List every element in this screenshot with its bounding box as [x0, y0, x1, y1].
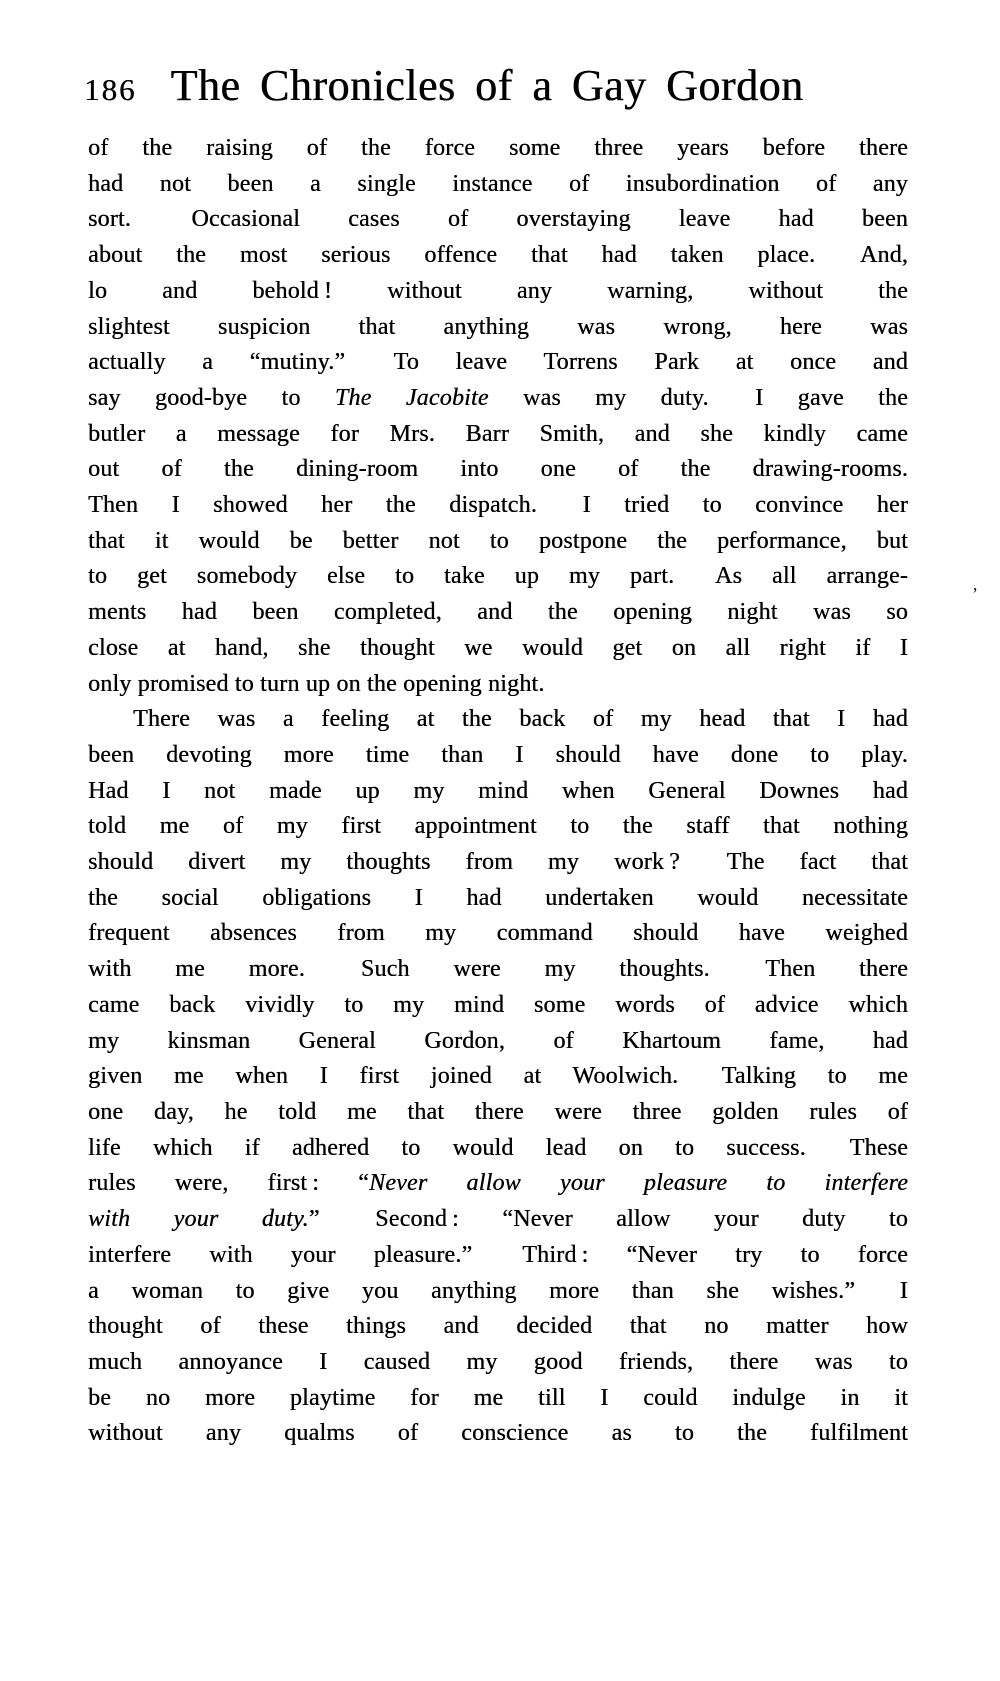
- text-line: [88, 452, 908, 488]
- text-segment: out of the dining-room into one of the drawing-rooms.: [88, 456, 908, 483]
- text-line: [88, 595, 908, 631]
- ink-speck: ’: [972, 584, 978, 604]
- text-segment: butler a message for Mrs. Barr Smith, and she kindly came: [88, 420, 908, 447]
- text-line: [88, 559, 908, 595]
- italic-text: The Jacobite: [334, 384, 489, 411]
- text-segment: without any qualms of conscience as to the fulfilment: [88, 1420, 908, 1447]
- text-segment: came back vividly to my mind some words of advice which: [88, 991, 908, 1018]
- text-segment: had not been a single instance of insubordination of any: [88, 170, 908, 197]
- text-line: [88, 1309, 908, 1345]
- text-line: [88, 1345, 908, 1381]
- text-segment: be no more playtime for me till I could indulge in it: [88, 1384, 908, 1411]
- text-line: [88, 1238, 908, 1274]
- text-line: [88, 1059, 908, 1095]
- text-segment: close at hand, she thought we would get on all right if I: [88, 634, 908, 661]
- text-line: [88, 417, 908, 453]
- text-line: [88, 881, 908, 917]
- text-line: [88, 310, 908, 346]
- text-segment: say good-bye to: [88, 384, 335, 411]
- page-header: [84, 60, 910, 111]
- text-segment: one day, he told me that there were three golden rules of: [88, 1098, 908, 1125]
- text-line: [88, 131, 908, 167]
- text-line: [88, 988, 908, 1024]
- text-segment: actually a “mutiny.” To leave Torrens Park at once and: [88, 349, 908, 376]
- text-line: [88, 202, 908, 238]
- text-line: [88, 631, 908, 667]
- text-line: [88, 952, 908, 988]
- text-segment: with me more. Such were my thoughts. Then there: [88, 956, 908, 983]
- text-segment: been devoting more time than I should have done to play.: [88, 741, 908, 768]
- text-line: [88, 738, 908, 774]
- text-segment: a woman to give you anything more than she wishes.” I: [88, 1277, 908, 1304]
- text-line: [88, 1095, 908, 1131]
- text-line: [88, 809, 908, 845]
- text-segment: of the raising of the force some three years before there: [88, 135, 908, 161]
- text-line: [88, 774, 908, 810]
- text-segment: should divert my thoughts from my work ? The fact that: [88, 849, 908, 876]
- text-line: [88, 845, 908, 881]
- text-line: [88, 1416, 908, 1452]
- text-line: [88, 1381, 908, 1417]
- text-line: [88, 667, 908, 703]
- text-line: [88, 702, 908, 738]
- text-line: [88, 1024, 908, 1060]
- text-segment: frequent absences from my command should have weighed: [88, 920, 908, 947]
- running-title: The Chronicles of a Gay Gordon: [170, 61, 804, 110]
- text-segment: the social obligations I had undertaken would necessitate: [88, 884, 908, 911]
- text-segment: ” Second : “Never allow your duty to: [308, 1206, 908, 1233]
- text-segment: sort. Occasional cases of overstaying leave had been: [88, 206, 908, 233]
- text-segment: There was a feeling at the back of my head that I had: [133, 706, 908, 733]
- page-number: 186: [84, 72, 137, 107]
- text-segment: much annoyance I caused my good friends, there was to: [88, 1348, 908, 1375]
- text-segment: told me of my first appointment to the staff that nothing: [88, 813, 908, 840]
- text-segment: was my duty. I gave the: [488, 384, 908, 411]
- text-segment: interfere with your pleasure.” Third : “Never try to force: [88, 1241, 908, 1268]
- text-segment: ments had been completed, and the opening night was so: [88, 599, 908, 626]
- italic-text: with your duty.: [88, 1206, 309, 1233]
- text-line: [88, 916, 908, 952]
- text-segment: Then I showed her the dispatch. I tried to convince her: [88, 492, 908, 519]
- text-segment: rules were, first : “: [88, 1170, 370, 1197]
- text-segment: Had I not made up my mind when General Downes had: [88, 777, 908, 804]
- text-segment: slightest suspicion that anything was wrong, here was: [88, 313, 908, 340]
- text-segment: life which if adhered to would lead on to success. These: [88, 1134, 908, 1161]
- text-line: [88, 1131, 908, 1167]
- text-line: [88, 345, 908, 381]
- text-segment: lo and behold ! without any warning, without the: [88, 277, 908, 304]
- text-line: [88, 274, 908, 310]
- paragraph: [88, 131, 908, 702]
- paragraph: [88, 702, 908, 1452]
- text-line: [88, 488, 908, 524]
- text-line: [88, 1166, 908, 1202]
- text-segment: given me when I first joined at Woolwich. Talking to me: [88, 1063, 908, 1090]
- text-segment: about the most serious offence that had taken place. And,: [88, 242, 908, 269]
- text-segment: my kinsman General Gordon, of Khartoum fame, had: [88, 1027, 908, 1054]
- text-segment: to get somebody else to take up my part. As all arrange-: [88, 563, 908, 590]
- text-line: [88, 238, 908, 274]
- italic-text: Never allow your pleasure to interfere: [369, 1170, 908, 1197]
- text-line: [88, 381, 908, 417]
- text-line: [88, 167, 908, 203]
- text-line: [88, 1274, 908, 1310]
- text-segment: thought of these things and decided that no matter how: [88, 1313, 908, 1340]
- text-line: [88, 524, 908, 560]
- text-segment: that it would be better not to postpone the performance, but: [88, 527, 908, 554]
- text-line: [88, 1202, 908, 1238]
- text-segment: only promised to turn up on the opening night.: [88, 670, 545, 697]
- page-text: [88, 131, 908, 1452]
